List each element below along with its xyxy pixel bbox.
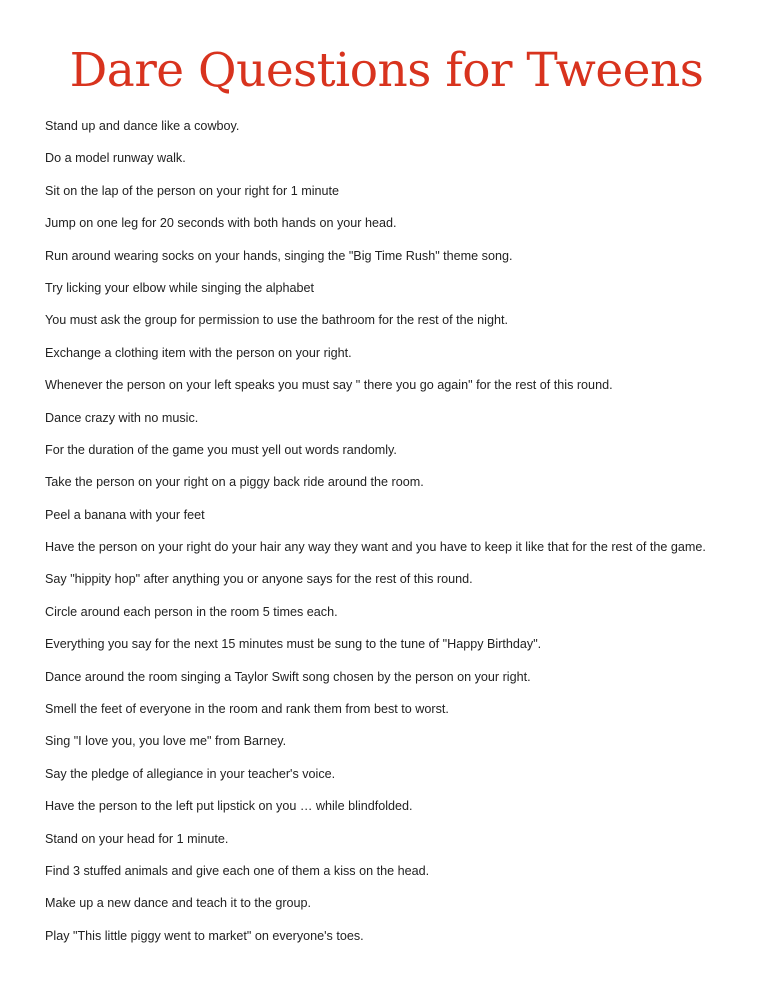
- dare-item: You must ask the group for permission to use the bathroom for the rest of the night.: [45, 313, 508, 328]
- dare-item: Take the person on your right on a piggy back ride around the room.: [45, 475, 424, 490]
- dare-item: Try licking your elbow while singing the alphabet: [45, 280, 315, 295]
- dare-list: [45, 115, 770, 957]
- dare-item: Stand up and dance like a cowboy.: [45, 119, 240, 133]
- page-title: Dare Questions for Tweens: [69, 43, 704, 98]
- dare-item: Have the person to the left put lipstick on you … while blindfolded.: [45, 799, 413, 814]
- dare-item: Whenever the person on your left speaks you must say " there you go again" for the rest of this round.: [45, 378, 613, 393]
- dare-item: Smell the feet of everyone in the room and rank them from best to worst.: [45, 702, 449, 717]
- dare-item: Sing "I love you, you love me" from Barney.: [45, 734, 287, 749]
- dare-item: Sit on the lap of the person on your right for 1 minute: [45, 183, 340, 198]
- dare-item: Do a model runway walk.: [45, 151, 186, 166]
- dare-item: Say the pledge of allegiance in your teacher's voice.: [45, 766, 336, 781]
- dare-item: Jump on one leg for 20 seconds with both hands on your head.: [45, 216, 397, 231]
- dare-item: Everything you say for the next 15 minutes must be sung to the tune of "Happy Birthday".: [45, 637, 542, 652]
- dare-item: Circle around each person in the room 5 times each.: [45, 604, 338, 619]
- dare-item: For the duration of the game you must yell out words randomly.: [45, 442, 397, 457]
- dare-item: Stand on your head for 1 minute.: [45, 831, 229, 846]
- dare-item: Have the person on your right do your hair any way they want and you have to keep it like that for the rest of the game.: [45, 540, 706, 555]
- dare-item: Dance around the room singing a Taylor Swift song chosen by the person on your right.: [45, 669, 531, 684]
- dare-item: Run around wearing socks on your hands, singing the "Big Time Rush" theme song.: [45, 248, 513, 263]
- dare-item: Play "This little piggy went to market" on everyone's toes.: [45, 928, 364, 943]
- dare-item: Make up a new dance and teach it to the group.: [45, 896, 312, 911]
- dare-item: Exchange a clothing item with the person on your right.: [45, 345, 352, 360]
- dare-item: Dance crazy with no music.: [45, 410, 199, 425]
- dare-item: Peel a banana with your feet: [45, 507, 205, 522]
- dare-item: Say "hippity hop" after anything you or anyone says for the rest of this round.: [45, 572, 473, 587]
- dare-item: Find 3 stuffed animals and give each one of them a kiss on the head.: [45, 863, 430, 878]
